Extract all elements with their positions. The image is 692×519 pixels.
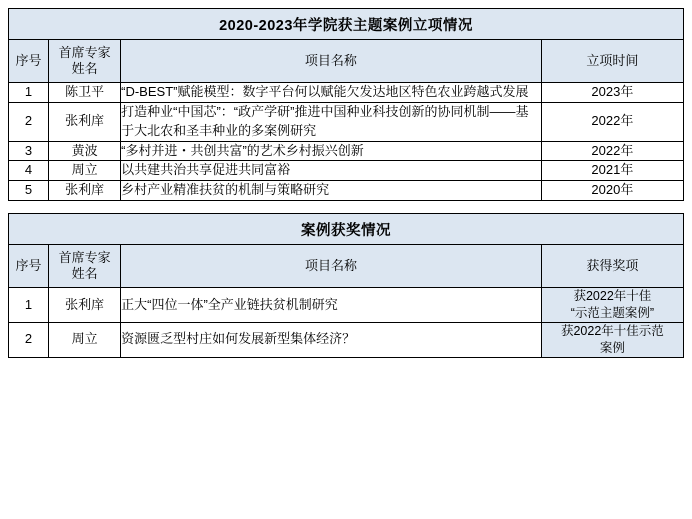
- row-award-line1: 获2022年十佳示范: [560, 323, 664, 338]
- row-award-line1: 获2022年十佳: [573, 289, 652, 304]
- row-date: 2023年: [541, 83, 683, 103]
- column-header-expert: [49, 245, 121, 288]
- column-header-expert: [49, 40, 121, 83]
- table-header-row: [9, 40, 684, 83]
- row-no: 1: [9, 83, 49, 103]
- column-header-expert-line1: 首席专家: [58, 44, 111, 60]
- row-project: 资源匮乏型村庄如何发展新型集体经济？: [121, 322, 542, 357]
- row-project: “D-BEST”赋能模型：数字平台何以赋能欠发达地区特色农业跨越式发展: [121, 83, 542, 103]
- row-award-line2: “示范主题案例”: [570, 305, 655, 320]
- table-row: [9, 83, 684, 103]
- row-no: 2: [9, 322, 49, 357]
- column-header-project: 项目名称: [121, 40, 542, 83]
- row-award-line2: 案例: [599, 340, 625, 355]
- table-title-row: [9, 214, 684, 245]
- row-no: 5: [9, 181, 49, 201]
- row-date: 2021年: [541, 161, 683, 181]
- row-expert: 周立: [49, 161, 121, 181]
- table-row: [9, 141, 684, 161]
- row-expert: 张利庠: [49, 102, 121, 141]
- column-header-award: 获得奖项: [541, 245, 683, 288]
- row-date: 2022年: [541, 102, 683, 141]
- table-row: [9, 322, 684, 357]
- table-header-row: [9, 245, 684, 288]
- project-approval-table: [8, 8, 684, 201]
- row-no: 2: [9, 102, 49, 141]
- row-project: 正大“四位一体”全产业链扶贫机制研究: [121, 288, 542, 323]
- row-award: [541, 322, 683, 357]
- row-no: 3: [9, 141, 49, 161]
- table-row: [9, 161, 684, 181]
- column-header-no: 序号: [9, 40, 49, 83]
- column-header-expert-line2: 姓名: [71, 266, 98, 282]
- row-no: 1: [9, 288, 49, 323]
- row-project: 打造种业“中国芯”：“政产学研”推进中国种业科技创新的协同机制——基于大北农和圣丰种业的多案例研究: [121, 102, 542, 141]
- row-no: 4: [9, 161, 49, 181]
- column-header-no: 序号: [9, 245, 49, 288]
- row-award: [541, 288, 683, 323]
- row-date: 2022年: [541, 141, 683, 161]
- award-table: [8, 213, 684, 358]
- table1-title: 2020-2023年学院获主题案例立项情况: [9, 9, 684, 40]
- row-expert: 黄波: [49, 141, 121, 161]
- row-date: 2020年: [541, 181, 683, 201]
- table-title-row: [9, 9, 684, 40]
- column-header-expert-line1: 首席专家: [58, 249, 111, 265]
- column-header-expert-line2: 姓名: [71, 61, 98, 76]
- row-expert: 周立: [49, 322, 121, 357]
- row-expert: 陈卫平: [49, 83, 121, 103]
- table-row: [9, 102, 684, 141]
- table2-title: 案例获奖情况: [9, 214, 684, 245]
- column-header-project: 项目名称: [121, 245, 542, 288]
- row-expert: 张利庠: [49, 181, 121, 201]
- row-project: 以共建共治共享促进共同富裕: [121, 161, 542, 181]
- column-header-date: 立项时间: [541, 40, 683, 83]
- table-row: [9, 288, 684, 323]
- row-expert: 张利庠: [49, 288, 121, 323]
- row-project: 乡村产业精准扶贫的机制与策略研究: [121, 181, 542, 201]
- table-row: [9, 181, 684, 201]
- table-gap: [8, 201, 684, 213]
- row-project: “多村并进・共创共富”的艺术乡村振兴创新: [121, 141, 542, 161]
